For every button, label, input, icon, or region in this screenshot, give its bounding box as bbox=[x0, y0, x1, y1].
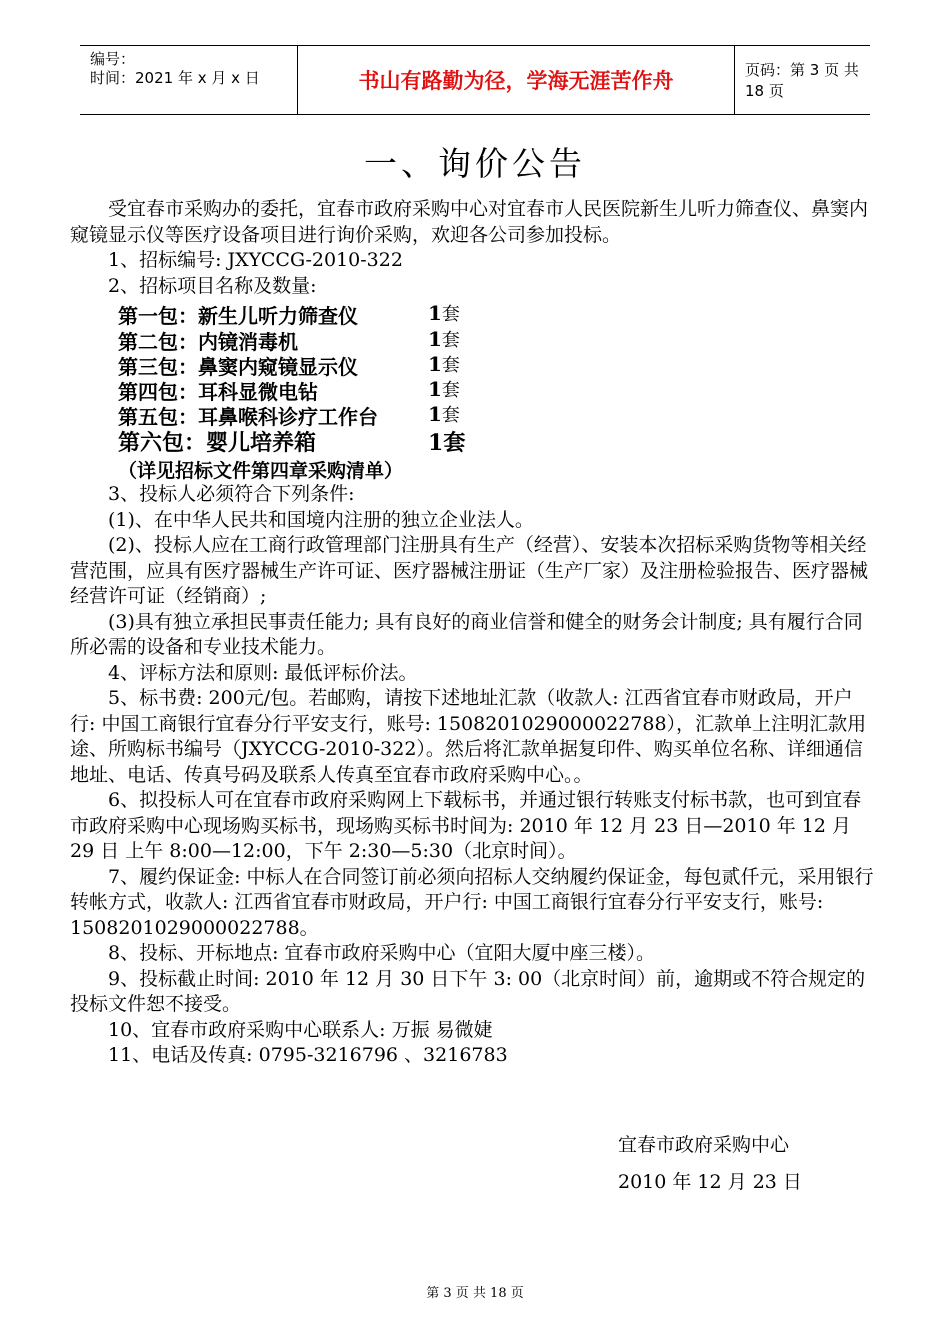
package-qty: 1 bbox=[428, 301, 442, 325]
page-title: 一、询价公告 bbox=[364, 144, 586, 183]
package-1 bbox=[118, 300, 460, 329]
signature-org: 宜春市政府采购中心 bbox=[618, 1134, 790, 1156]
item-3: 3、投标人必须符合下列条件: bbox=[108, 483, 355, 505]
date-label: 时间：2021 年 x 月 x 日 bbox=[90, 69, 260, 87]
signature-date: 2010 年 12 月 23 日 bbox=[618, 1171, 802, 1193]
package-name: 第一包：新生儿听力筛查仪 bbox=[118, 304, 358, 328]
package-name: 第四包：耳科显微电钻 bbox=[118, 380, 318, 404]
announcement-body bbox=[70, 197, 876, 299]
package-qty: 1 bbox=[428, 352, 442, 376]
package-unit: 套 bbox=[441, 405, 460, 426]
packages-note: （详见招标文件第四章采购清单） bbox=[118, 460, 404, 482]
package-unit: 套 bbox=[441, 355, 460, 376]
package-qty: 1 bbox=[428, 430, 444, 456]
item-1: 1、招标编号: JXYCCG-2010-322 bbox=[108, 249, 403, 271]
item-2: 2、招标项目名称及数量: bbox=[108, 274, 317, 297]
package-qty: 1 bbox=[428, 327, 442, 351]
header-meta bbox=[80, 46, 298, 114]
item-7: 7、履约保证金: 中标人在合同签订前必须向招标人交纳履约保证金，每包贰仟元，采用银行转帐方式，收款人: 江西省宜春市财政局，开户行: 中国工商银行宜春分行平安支行，账号: 1508201029000022788。 bbox=[70, 865, 874, 939]
package-qty: 1 bbox=[428, 377, 442, 401]
package-name: 第二包：内镜消毒机 bbox=[118, 330, 298, 354]
page-footer: 第 3 页 共 18 页 bbox=[426, 1286, 524, 1301]
condition-3: (3)具有独立承担民事责任能力; 具有良好的商业信誉和健全的财务会计制度; 具有履行合同所必需的设备和专业技术能力。 bbox=[70, 610, 863, 658]
package-name: 第五包：耳鼻喉科诊疗工作台 bbox=[118, 405, 378, 429]
item-5: 5、标书费: 200元/包。若邮购，请按下述地址汇款（收款人: 江西省宜春市财政局，开户行: 中国工商银行宜春分行平安支行，账号: 1508201029000022788），汇款单上注明汇款用途、所购标书编号（JXYCCG-2010-322）。然后将汇款单据复印件、购买单位名称、详细通信地址、电话、传真号码及联系人传真至宜春市政府采购中心。。 bbox=[70, 687, 867, 786]
condition-2: (2)、投标人应在工商行政管理部门注册具有生产（经营）、安装本次招标采购货物等相关经营范围，应具有医疗器械生产许可证、医疗器械注册证（生产厂家）及注册检验报告、医疗器械经营许可证（经销商）; bbox=[70, 534, 869, 607]
item-11: 11、电话及传真: 0795-3216796 、3216783 bbox=[108, 1044, 508, 1066]
header-motto: 书山有路勤为径，学海无涯苦作舟 bbox=[298, 46, 735, 114]
item-6: 6、拟投标人可在宜春市政府采购网上下载标书，并通过银行转账支付标书款，也可到宜春市政府采购中心现场购买标书，现场购买标书时间为: 2010 年 12 月 23 日—2010 年 12 月 29 日 上午 8:00—12:00，下午 2:30—5:30（北京时间）。 bbox=[70, 789, 862, 862]
package-6 bbox=[118, 426, 466, 457]
item-10: 10、宜春市政府采购中心联系人: 万振 易微婕 bbox=[108, 1018, 493, 1041]
condition-1: (1)、在中华人民共和国境内注册的独立企业法人。 bbox=[108, 508, 534, 531]
intro-paragraph: 受宜春市采购办的委托，宜春市政府采购中心对宜春市人民医院新生儿听力筛查仪、鼻窦内窥镜显示仪等医疗设备项目进行询价采购，欢迎各公司参加投标。 bbox=[70, 198, 869, 246]
header-page-number: 页码：第 3 页 共 18 页 bbox=[745, 61, 859, 100]
doc-number-label: 编号： bbox=[90, 50, 136, 68]
package-qty: 1 bbox=[428, 402, 442, 426]
package-unit: 套 bbox=[441, 380, 460, 401]
item-9: 9、投标截止时间: 2010 年 12 月 30 日下午 3: 00（北京时间）前，逾期或不符合规定的投标文件恕不接受。 bbox=[70, 967, 866, 1015]
package-unit: 套 bbox=[443, 430, 466, 456]
package-unit: 套 bbox=[441, 330, 460, 351]
page-header bbox=[80, 45, 870, 115]
item-8: 8、投标、开标地点: 宜春市政府采购中心（宜阳大厦中座三楼）。 bbox=[108, 942, 656, 964]
package-name: 第六包：婴儿培养箱 bbox=[118, 430, 317, 456]
package-unit: 套 bbox=[441, 304, 460, 325]
package-name: 第三包：鼻窦内窥镜显示仪 bbox=[118, 355, 358, 379]
item-4: 4、评标方法和原则: 最低评标价法。 bbox=[108, 661, 418, 684]
announcement-conditions bbox=[70, 482, 876, 1069]
